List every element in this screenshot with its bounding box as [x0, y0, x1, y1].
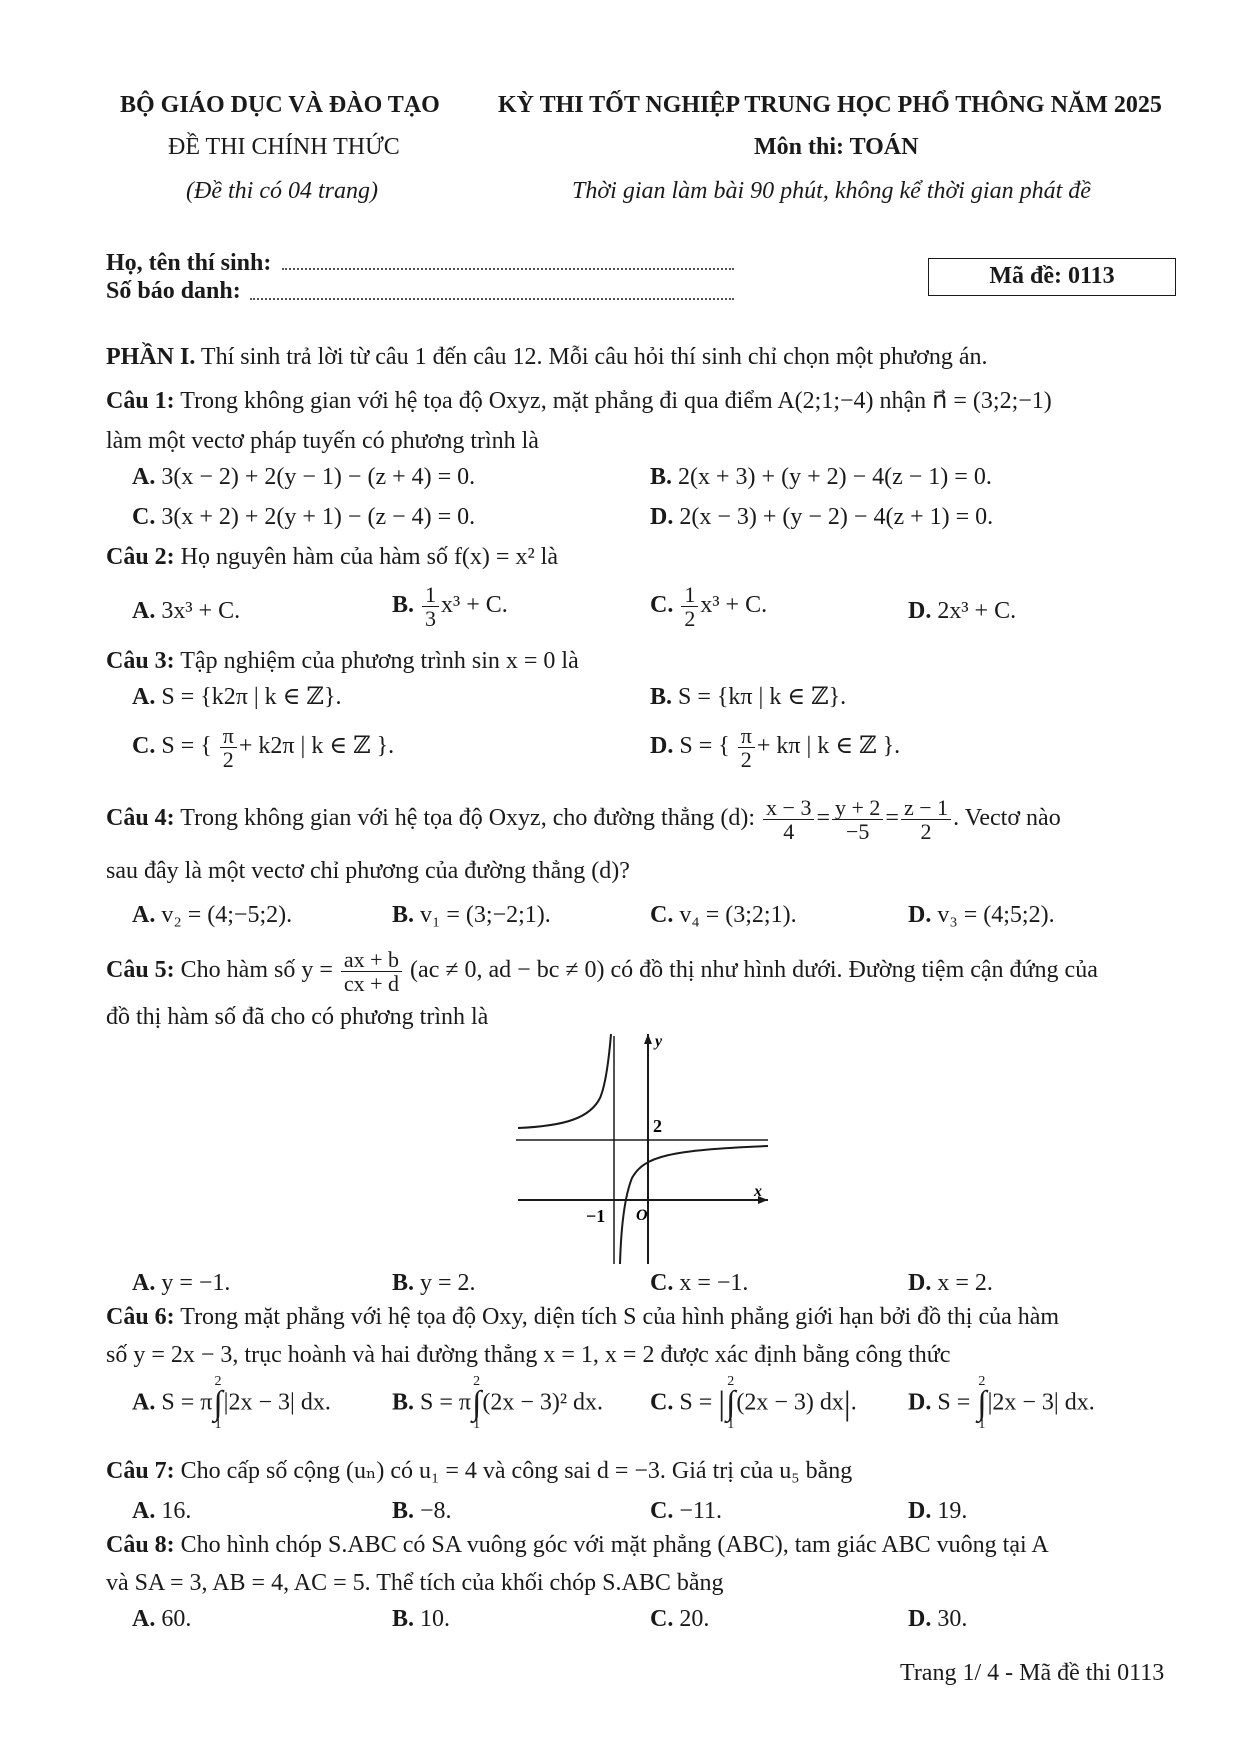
q4-frac-2: $\frac{y + 2}{-5}$: [832, 796, 883, 843]
q2-option-d-text: 2x³ + C.: [937, 598, 1017, 624]
q8-option-d: D. 30.: [908, 1606, 968, 1632]
q3-option-b: B. S = {kπ | k ∈ ℤ}.: [650, 684, 847, 710]
candidate-name-label: Họ, tên thí sinh:: [106, 250, 272, 276]
q2-option-b-text: x³ + C.: [441, 592, 508, 619]
q3-label: Câu 3:: [106, 648, 175, 674]
graph-origin: O: [636, 1207, 648, 1224]
q2-text: Họ nguyên hàm của hàm số f(x) = x² là: [180, 544, 558, 570]
subject-label: Môn thi: TOÁN: [754, 134, 919, 160]
q1-text2: làm một vectơ pháp tuyến có phương trình là: [106, 428, 539, 454]
q4-option-c: C. v₄ = (3;2;1).: [650, 902, 797, 928]
q5-option-c: C. x = −1.: [650, 1270, 749, 1296]
q6-option-b-text: (2x − 3)² dx.: [482, 1389, 604, 1416]
q6-option-d: D. S = 2 ∫ 1 |2x − 3| dx.: [908, 1374, 1095, 1433]
q5-option-a: A. y = −1.: [132, 1270, 231, 1296]
q8-option-c-text: 20.: [679, 1606, 710, 1632]
q4-option-b: B. v₁ = (3;−2;1).: [392, 902, 551, 928]
q1-option-d-text: 2(x − 3) + (y − 2) − 4(z + 1) = 0.: [679, 504, 994, 530]
q7-option-b: B. −8.: [392, 1498, 452, 1524]
ministry-name: BỘ GIÁO DỤC VÀ ĐÀO TẠO: [120, 92, 440, 118]
q6-option-b: B. S = π 2 ∫ 1 (2x − 3)² dx.: [392, 1374, 604, 1433]
q7-option-c-text: −11.: [679, 1498, 722, 1524]
q2-option-c: C. $\frac{1}{2}$ x³ + C.: [650, 582, 768, 632]
part1-heading: PHẦN I.: [106, 344, 196, 370]
q5-option-b-text: y = 2.: [420, 1270, 476, 1296]
q2-option-d: D. 2x³ + C.: [908, 598, 1017, 624]
q4-text-before: Trong không gian với hệ tọa độ Oxyz, cho đường thẳng (d):: [180, 805, 756, 832]
q1-option-b: B. 2(x + 3) + (y + 2) − 4(z − 1) = 0.: [650, 464, 992, 490]
q3-option-a-text: S = {k2π | k ∈ ℤ}.: [161, 684, 342, 710]
q8-option-c: C. 20.: [650, 1606, 710, 1632]
graph-tick-x: −1: [586, 1206, 606, 1226]
q1-option-c: C. 3(x + 2) + 2(y + 1) − (z − 4) = 0.: [132, 504, 476, 530]
q4-option-d: D. v₃ = (4;5;2).: [908, 902, 1055, 928]
q3-option-a: A. S = {k2π | k ∈ ℤ}.: [132, 684, 342, 710]
q8-text1: Cho hình chóp S.ABC có SA vuông góc với mặt phẳng (ABC), tam giác ABC vuông tại A: [180, 1532, 1049, 1558]
q4-line1: Câu 4: Trong không gian với hệ tọa độ Oxyz, cho đường thẳng (d): $\frac{x - 3}{4}$ = $\frac{y + 2}{-5}$ = $\frac{z - 1}{2}$ . Vectơ nào: [106, 795, 1061, 845]
q5-option-d-text: x = 2.: [937, 1270, 993, 1296]
q1-option-a-text: 3(x − 2) + 2(y − 1) − (z + 4) = 0.: [161, 464, 476, 490]
candidate-name-line: [282, 248, 734, 270]
q1-option-d: D. 2(x − 3) + (y − 2) − 4(z + 1) = 0.: [650, 504, 994, 530]
q7-option-c: C. −11.: [650, 1498, 722, 1524]
q8-option-a-text: 60.: [161, 1606, 192, 1632]
pages-note: (Đề thi có 04 trang): [186, 178, 378, 204]
q1-option-c-text: 3(x + 2) + 2(y + 1) − (z − 4) = 0.: [161, 504, 476, 530]
q5-text-before: Cho hàm số y =: [180, 957, 333, 984]
q2-option-a-text: 3x³ + C.: [161, 598, 241, 624]
q6-text1: Trong mặt phẳng với hệ tọa độ Oxy, diện tích S của hình phẳng giới hạn bởi đồ thị của hàm: [180, 1304, 1060, 1330]
q6-option-a-text: |2x − 3| dx.: [223, 1389, 331, 1416]
q8-option-d-text: 30.: [937, 1606, 968, 1632]
y-axis-arrow: [644, 1034, 652, 1044]
q3-text: Tập nghiệm của phương trình sin x = 0 là: [180, 648, 579, 674]
q2-line: [106, 544, 558, 572]
q2-c-fraction: $\frac{1}{2}$: [681, 583, 698, 630]
official-label: ĐỀ THI CHÍNH THỨC: [168, 134, 400, 160]
q3-option-d-text: + kπ | k ∈ ℤ }.: [756, 733, 901, 760]
q4-option-a-text: v₂ = (4;−5;2).: [161, 902, 293, 928]
candidate-id-label: Số báo danh:: [106, 278, 241, 304]
q3-option-d: D. S = { $\frac{\pi}{2}$ + kπ | k ∈ ℤ }.: [650, 723, 901, 773]
right-branch: [620, 1146, 768, 1264]
q4-text-after: . Vectơ nào: [953, 805, 1061, 832]
q6-text2: số y = 2x − 3, trục hoành và hai đường thẳng x = 1, x = 2 được xác định bằng công thức: [106, 1342, 951, 1368]
q2-label: Câu 2:: [106, 544, 175, 570]
q3-d-fraction: $\frac{\pi}{2}$: [738, 724, 755, 771]
q5-text-after: (ac ≠ 0, ad − bc ≠ 0) có đồ thị như hình dưới. Đường tiệm cận đứng của: [410, 957, 1098, 984]
q7-option-a: A. 16.: [132, 1498, 192, 1524]
q5-text2: đồ thị hàm số đã cho có phương trình là: [106, 1004, 489, 1030]
q7-label: Câu 7:: [106, 1458, 175, 1484]
candidate-id-line: [250, 278, 734, 300]
q7-text: Cho cấp số cộng (uₙ) có u₁ = 4 và công sai d = −3. Giá trị của u₅ bằng: [180, 1458, 853, 1484]
part1-line: [106, 344, 988, 372]
q7-option-a-text: 16.: [161, 1498, 192, 1524]
q5-graph: [510, 1028, 770, 1268]
q6-option-c: C. S = | 2 ∫ 1 (2x − 3) dx|.: [650, 1374, 857, 1433]
q5-fraction: $\frac{ax + b}{cx + d}$: [341, 948, 402, 995]
q4-frac-3: $\frac{z - 1}{2}$: [901, 796, 951, 843]
q6-option-a: A. S = π 2 ∫ 1 |2x − 3| dx.: [132, 1374, 331, 1433]
q5-option-b: B. y = 2.: [392, 1270, 476, 1296]
graph-tick-y: 2: [653, 1116, 662, 1136]
q4-label: Câu 4:: [106, 805, 175, 832]
exam-code: Mã đề: 0113: [989, 263, 1115, 289]
q3-option-b-text: S = {kπ | k ∈ ℤ}.: [678, 684, 847, 710]
integral-icon: 2 ∫ 1: [977, 1374, 987, 1433]
q2-option-c-text: x³ + C.: [700, 592, 768, 619]
q1-line1: [106, 388, 1052, 416]
integral-icon: 2 ∫ 1: [726, 1374, 736, 1433]
left-branch: [518, 1034, 611, 1128]
q8-line1: [106, 1532, 1049, 1560]
q4-option-a: A. v₂ = (4;−5;2).: [132, 902, 293, 928]
q8-text2: và SA = 3, AB = 4, AC = 5. Thể tích của khối chóp S.ABC bằng: [106, 1570, 724, 1596]
exam-code-box: [928, 258, 1176, 296]
q4-text2: sau đây là một vectơ chỉ phương của đường thẳng (d)?: [106, 858, 630, 884]
q6-line1: [106, 1304, 1059, 1332]
q8-option-a: A. 60.: [132, 1606, 192, 1632]
q7-line: [106, 1458, 852, 1486]
q2-option-a: A. 3x³ + C.: [132, 598, 241, 624]
q2-b-fraction: $\frac{1}{3}$: [422, 583, 439, 630]
q6-option-d-text: |2x − 3| dx.: [987, 1389, 1095, 1416]
q1-text1: Trong không gian với hệ tọa độ Oxyz, mặt phẳng đi qua điểm A(2;1;−4) nhận n⃗ = (3;2;−1): [180, 388, 1052, 414]
time-note: Thời gian làm bài 90 phút, không kể thời gian phát đề: [572, 178, 1091, 204]
q7-option-b-text: −8.: [420, 1498, 452, 1524]
q1-option-a: A. 3(x − 2) + 2(y − 1) − (z + 4) = 0.: [132, 464, 476, 490]
q5-option-d: D. x = 2.: [908, 1270, 993, 1296]
q3-option-c: C. S = { $\frac{\pi}{2}$ + k2π | k ∈ ℤ }.: [132, 723, 395, 773]
q4-option-d-text: v₃ = (4;5;2).: [937, 902, 1055, 928]
q8-option-b-text: 10.: [420, 1606, 451, 1632]
q5-option-c-text: x = −1.: [679, 1270, 749, 1296]
q5-option-a-text: y = −1.: [161, 1270, 231, 1296]
q3-c-fraction: $\frac{\pi}{2}$: [220, 724, 237, 771]
integral-icon: 2 ∫ 1: [472, 1374, 482, 1433]
q3-line: [106, 648, 579, 676]
q4-option-c-text: v₄ = (3;2;1).: [679, 902, 797, 928]
graph-x-label: x: [754, 1183, 762, 1200]
graph-y-label: y: [655, 1033, 663, 1050]
q1-label: Câu 1:: [106, 388, 175, 414]
exam-title: KỲ THI TỐT NGHIỆP TRUNG HỌC PHỔ THÔNG NĂM 2025: [498, 92, 1162, 118]
page-footer: Trang 1/ 4 - Mã đề thi 0113: [900, 1660, 1165, 1686]
q4-option-b-text: v₁ = (3;−2;1).: [420, 902, 551, 928]
q5-line1: [106, 948, 1098, 995]
integral-icon: 2 ∫ 1: [213, 1374, 223, 1433]
part1-instruction: Thí sinh trả lời từ câu 1 đến câu 12. Mỗi câu hỏi thí sinh chỉ chọn một phương án.: [200, 344, 988, 370]
q3-option-c-text: + k2π | k ∈ ℤ }.: [238, 733, 395, 760]
q2-option-b: B. $\frac{1}{3}$ x³ + C.: [392, 582, 508, 632]
q8-option-b: B. 10.: [392, 1606, 451, 1632]
q6-label: Câu 6:: [106, 1304, 175, 1330]
q1-option-b-text: 2(x + 3) + (y + 2) − 4(z − 1) = 0.: [678, 464, 992, 490]
q7-option-d: D. 19.: [908, 1498, 968, 1524]
q4-frac-1: $\frac{x - 3}{4}$: [763, 796, 814, 843]
q7-option-d-text: 19.: [937, 1498, 968, 1524]
q8-label: Câu 8:: [106, 1532, 175, 1558]
q6-option-c-text: (2x − 3) dx: [736, 1389, 844, 1416]
q5-label: Câu 5:: [106, 957, 175, 984]
